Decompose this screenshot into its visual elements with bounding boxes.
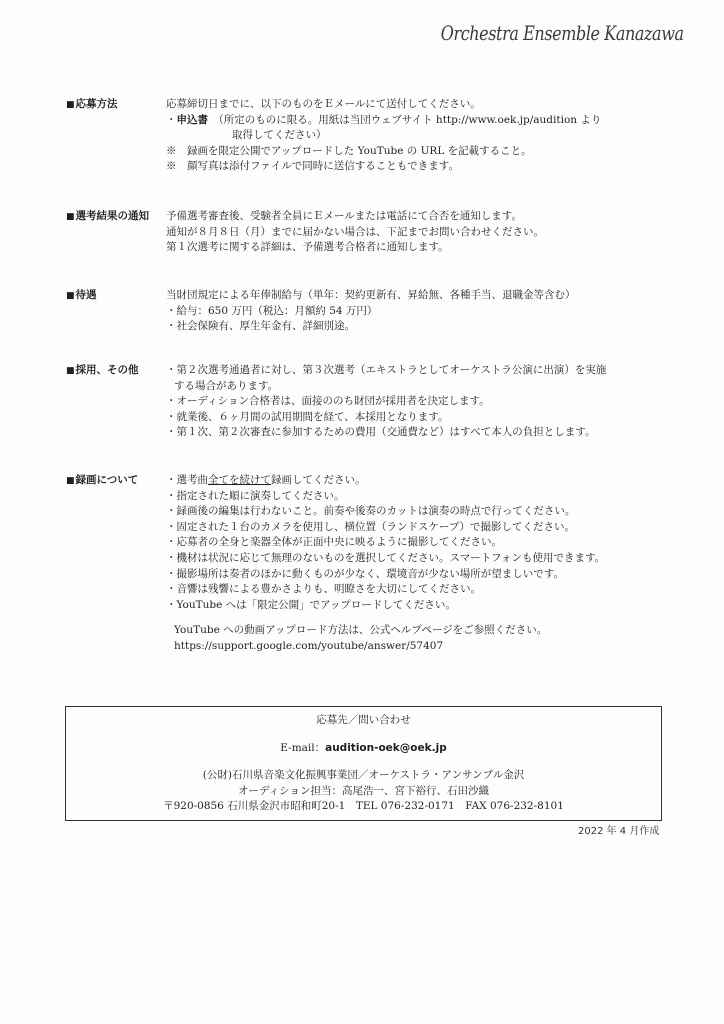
- underlined-text: 全てを続けて: [208, 474, 271, 486]
- body-line: 通知が８月８日（月）までに届かない場合は、下記までお問い合わせください。: [166, 225, 544, 238]
- body-line: ・固定された１台のカメラを使用し、横位置（ランドスケープ）で撮影してください。: [166, 520, 575, 533]
- contact-box: [65, 706, 662, 821]
- section-results: [66, 209, 666, 256]
- body-line: 取得してください）: [232, 129, 327, 142]
- section-heading: [66, 363, 176, 380]
- heading-text: 録画について: [75, 474, 139, 486]
- text-part: 録画してください。: [271, 474, 366, 486]
- item-label: 申込書: [176, 113, 208, 126]
- square-bullet-icon: ■: [66, 476, 75, 486]
- body-line: [166, 473, 666, 489]
- body-line: ・第２次選考通過者に対し、第３次選考（エキストラとしてオーケストラ公演に出演）を実施: [166, 364, 607, 376]
- body-line: ・就業後、６ヶ月間の試用期間を経て、本採用となります。: [166, 410, 449, 423]
- body-line: ・録画後の編集は行わないこと。前奏や後奏のカットは演奏の時点で行ってください。: [166, 505, 576, 518]
- body-line: する場合があります。: [174, 379, 279, 392]
- help-text: YouTube への動画アップロード方法は、公式ヘルプページをご参照ください。: [174, 624, 548, 637]
- contact-email-line: [66, 741, 661, 757]
- contact-organization: (公財)石川県音楽文化振興事業団／オーケストラ・アンサンブル金沢: [202, 769, 525, 782]
- body-line: ・撮影場所は奏者のほかに動くものが少なく、環境音が少ない場所が望ましいです。: [166, 567, 564, 580]
- help-url-link[interactable]: https://support.google.com/youtube/answer/57407: [174, 639, 444, 652]
- section-heading: [66, 288, 176, 305]
- heading-text: 応募方法: [75, 98, 118, 110]
- square-bullet-icon: ■: [66, 100, 75, 110]
- body-line: ・機材は状況に応じて無理のないものを選択してください。スマートフォンも使用できます。: [166, 551, 606, 564]
- heading-text: 選考結果の通知: [75, 210, 150, 222]
- bullet: ・: [166, 113, 177, 126]
- section-heading: [66, 473, 176, 490]
- body-line: 予備選考審査後、受験者全員にＥメールまたは電話にて合否を通知します。: [166, 210, 522, 222]
- body-line: ・指定された順に演奏してください。: [166, 489, 345, 502]
- email-label: E-mail：: [280, 741, 326, 754]
- body-line: ・応募者の全身と楽器全体が正面中央に映るように撮影してください。: [166, 536, 502, 549]
- email-link[interactable]: audition-oek@oek.jp: [325, 741, 447, 754]
- section-terms: [66, 288, 666, 335]
- note-line: ※ 録画を限定公開でアップロードした YouTube の URL を記載すること。: [166, 144, 532, 157]
- body-line: 第１次選考に関する詳細は、予備選考合格者に通知します。: [166, 241, 449, 254]
- contact-address: 〒920-0856 石川県金沢市昭和町20-1 TEL 076-232-0171 FAX 076-232-8101: [163, 800, 564, 813]
- square-bullet-icon: ■: [66, 291, 75, 301]
- heading-text: 待遇: [75, 289, 97, 301]
- item-text: （所定のものに限る。用紙は当団ウェブサイト http://www.oek.jp/audition より: [218, 113, 602, 126]
- application-form-item: [166, 113, 666, 129]
- heading-text: 採用、その他: [75, 364, 139, 376]
- body-line: ・YouTube へは「限定公開」でアップロードしてください。: [166, 598, 456, 611]
- section-recording: [66, 473, 666, 655]
- text-part: ・選考曲: [166, 474, 208, 486]
- section-heading: [66, 209, 176, 226]
- contact-title: 応募先／問い合わせ: [316, 714, 411, 726]
- contact-staff: オーディション担当：高尾浩一、宮下裕行、石田沙織: [238, 784, 489, 797]
- body-line: ・オーディション合格者は、面接ののち財団が採用者を決定します。: [166, 395, 490, 408]
- note-line: ※ 顔写真は添付ファイルで同時に送信することもできます。: [166, 160, 459, 173]
- body-line: 応募締切日までに、以下のものをＥメールにて送付してください。: [166, 98, 481, 110]
- section-apply: [66, 97, 666, 175]
- body-line: ・音響は残響による豊かさよりも、明瞭さを大切にしてください。: [166, 583, 481, 596]
- body-line: ・給与：650 万円（税込：月額約 54 万円）: [166, 304, 378, 317]
- orchestra-logo: Orchestra Ensemble Kanazawa: [441, 21, 684, 45]
- section-heading: [66, 97, 176, 114]
- body-line: ・第１次、第２次審査に参加するための費用（交通費など）はすべて本人の負担とします。: [166, 426, 596, 439]
- body-line: ・社会保険有、厚生年金有、詳細別途。: [166, 320, 355, 333]
- section-hiring: [66, 363, 666, 441]
- square-bullet-icon: ■: [66, 212, 75, 222]
- square-bullet-icon: ■: [66, 366, 75, 376]
- body-line: 当財団規定による年俸制給与（単年：契約更新有、昇給無、各種手当、退職金等含む）: [166, 289, 576, 301]
- creation-date: 2022 年 4 月作成: [578, 826, 660, 837]
